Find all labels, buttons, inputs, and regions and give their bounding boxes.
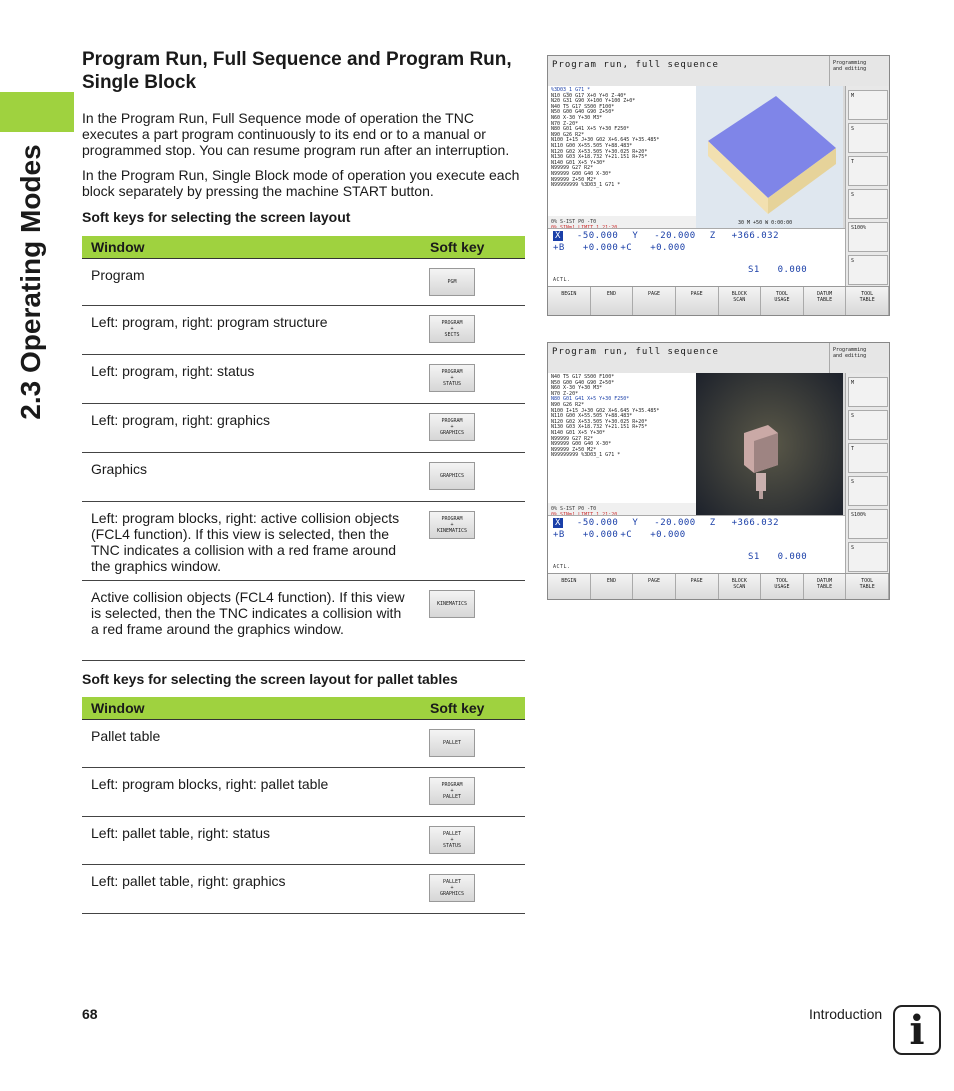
window-description: Left: pallet table, right: status: [82, 817, 421, 865]
status-area: 0% S-IST P0 -T0: [548, 503, 696, 531]
softkey-button[interactable]: PROGRAM + SECTS: [429, 315, 475, 343]
axis-value: -50.000: [576, 518, 619, 528]
side-title: 2.3 Operating Modes: [15, 144, 46, 420]
program-line: N80 G01 G41 X+5 Y+30 F250*: [551, 126, 630, 133]
axis-label: +B: [553, 530, 565, 540]
screen-softkey[interactable]: PAGE: [633, 574, 676, 600]
axis-value: +366.032: [731, 231, 779, 241]
screen-softkey[interactable]: BLOCK SCAN: [719, 574, 762, 600]
program-line: N90 G26 R2*: [551, 131, 585, 138]
table-row: [82, 453, 525, 502]
screen-title: Program run, full sequence: [548, 56, 829, 86]
window-description: Program: [82, 259, 421, 306]
program-line: N40 T5 G17 S500 F100*: [551, 103, 615, 110]
softkey-button[interactable]: PGM: [429, 268, 475, 296]
program-line: N60 X-30 Y+30 M3*: [551, 385, 603, 392]
program-line: N130 G03 X+18.732 Y+21.151 R+75*: [551, 154, 648, 161]
screen-softkey[interactable]: PAGE: [676, 287, 719, 315]
vertical-softkeys: [845, 86, 890, 286]
program-line: N20 G31 G90 X+100 Y+100 Z+0*: [551, 98, 636, 105]
program-listing: [548, 373, 696, 503]
program-line: N70 Z-20*: [551, 390, 579, 397]
screen-softkey[interactable]: PAGE: [633, 287, 676, 315]
program-line: N99999 G27 R2*: [551, 165, 594, 172]
softkey-button[interactable]: PROGRAM + GRAPHICS: [429, 413, 475, 441]
side-softkey[interactable]: S: [848, 255, 888, 285]
window-description: Left: program blocks, right: pallet table: [82, 768, 421, 817]
program-line: N110 G00 X+55.505 Y+88.483*: [551, 413, 633, 420]
program-line: N70 Z-20*: [551, 120, 579, 127]
table1-subtitle: Soft keys for selecting the screen layout: [82, 209, 351, 225]
window-description: Graphics: [82, 453, 421, 502]
program-line: N50 G00 G40 G90 Z+50*: [551, 379, 615, 386]
table-row: [82, 817, 525, 865]
softkey-row: [548, 573, 889, 600]
col-window: Window: [82, 236, 421, 259]
vertical-softkeys: [845, 373, 890, 573]
program-line: N120 G02 X+53.505 Y+30.025 R+20*: [551, 418, 648, 425]
side-softkey[interactable]: S: [848, 476, 888, 506]
spindle-readout: S1 0.000: [748, 265, 808, 275]
col-softkey: Soft key: [421, 697, 525, 720]
intro-paragraph-2: In the Program Run, Single Block mode of operation you execute each block separately by pressing the machine START button.: [82, 167, 520, 199]
intro-paragraph-1: In the Program Run, Full Sequence mode of operation the TNC executes a part program continuously to its end or to a manual or programmed stop. You can resume program run after an interruption.: [82, 110, 510, 158]
side-softkey[interactable]: T: [848, 156, 888, 186]
side-softkey[interactable]: S100%: [848, 222, 888, 252]
table-row: [82, 865, 525, 914]
tnc-screen-2: [547, 342, 890, 600]
axis-label: +C: [620, 243, 633, 253]
axis-label: Z: [709, 518, 716, 528]
screen-title: Program run, full sequence: [548, 343, 829, 373]
program-line: N99999 G00 G40 X-30*: [551, 170, 612, 177]
actl-label: ACTL.: [553, 277, 571, 283]
axis-value: +0.000: [582, 530, 619, 540]
table-row: [82, 306, 525, 355]
graphics-window: [696, 373, 843, 531]
program-line: N99999 G00 G40 X-30*: [551, 441, 612, 448]
screen-softkey[interactable]: PAGE: [676, 574, 719, 600]
actl-label: ACTL.: [553, 564, 571, 570]
softkey-table-layout: [82, 236, 525, 661]
table-row: [82, 581, 525, 661]
softkey-row: [548, 286, 889, 315]
side-softkey[interactable]: T: [848, 443, 888, 473]
axis-label: Z: [709, 231, 716, 241]
softkey-table-pallet: [82, 697, 525, 914]
col-softkey: Soft key: [421, 236, 525, 259]
side-softkey[interactable]: M: [848, 377, 888, 407]
screen-softkey[interactable]: DATUM TABLE: [804, 574, 847, 600]
program-line: N99999999 %3D03_1 G71 *: [551, 182, 621, 189]
program-line: N40 T5 G17 S500 F100*: [551, 374, 615, 380]
table-row: [82, 355, 525, 404]
col-window: Window: [82, 697, 421, 720]
table-row: [82, 720, 525, 768]
mode-button[interactable]: Programming and editing: [829, 56, 889, 86]
table-row: [82, 768, 525, 817]
softkey-button[interactable]: GRAPHICS: [429, 462, 475, 490]
program-listing: [548, 86, 696, 216]
spindle-readout: S1 0.000: [748, 552, 808, 562]
softkey-button[interactable]: PROGRAM + STATUS: [429, 364, 475, 392]
graph-overlay: 30 M +50 W 0:00:00: [738, 220, 793, 226]
program-line: N99999 G27 R2*: [551, 435, 594, 442]
axis-value: -50.000: [576, 231, 619, 241]
table-row: [82, 502, 525, 581]
program-line: N110 G00 X+55.505 Y+88.483*: [551, 142, 633, 149]
window-description: Pallet table: [82, 720, 421, 768]
page-heading: Program Run, Full Sequence and Program Run, Single Block: [82, 49, 512, 93]
table2-subtitle: Soft keys for selecting the screen layout for pallet tables: [82, 671, 458, 687]
info-icon: i: [893, 1005, 941, 1055]
table-row: [82, 259, 525, 306]
program-line: N90 G26 R2*: [551, 401, 585, 408]
screen-softkey[interactable]: TOOL USAGE: [761, 574, 804, 600]
axis-value: +0.000: [582, 243, 619, 253]
program-line: %3D03_1 G71 *: [551, 87, 591, 93]
side-softkey[interactable]: S: [848, 410, 888, 440]
screen-softkey[interactable]: END: [591, 574, 634, 600]
softkey-button[interactable]: PROGRAM + KINEMATICS: [429, 511, 475, 539]
mode-button[interactable]: Programming and editing: [829, 343, 889, 373]
program-line: N80 G01 G41 X+5 Y+30 F250*: [551, 396, 630, 403]
program-line: N100 I+15 J+30 G02 X+6.645 Y+35.485*: [551, 137, 660, 144]
window-description: Left: pallet table, right: graphics: [82, 865, 421, 914]
axis-value: +0.000: [650, 530, 686, 540]
window-description: Left: program blocks, right: active collision objects (FCL4 function). If this view is selected, then the TNC indicates a collision with a red frame around the graphics window.: [82, 502, 421, 581]
window-description: Left: program, right: status: [82, 355, 421, 404]
axis-label: +B: [553, 243, 565, 253]
window-description: Left: program, right: program structure: [82, 306, 421, 355]
softkey-button[interactable]: PALLET + GRAPHICS: [429, 874, 475, 902]
tnc-screen-1: [547, 55, 890, 316]
side-softkey[interactable]: S: [848, 542, 888, 572]
side-softkey[interactable]: S: [848, 189, 888, 219]
screen-softkey[interactable]: TOOL USAGE: [761, 287, 804, 315]
axis-value: -20.000: [654, 518, 696, 528]
program-line: N99999 Z+50 M2*: [551, 446, 597, 453]
axis-value: +0.000: [650, 243, 686, 253]
program-line: N99999 Z+50 M2*: [551, 176, 597, 183]
axis-label: Y: [632, 231, 639, 241]
screen-softkey[interactable]: TOOL TABLE: [846, 574, 889, 600]
softkey-button[interactable]: PALLET + STATUS: [429, 826, 475, 854]
screen-softkey[interactable]: DATUM TABLE: [804, 287, 847, 315]
side-softkey[interactable]: S: [848, 123, 888, 153]
position-display: [548, 228, 845, 287]
screen-softkey[interactable]: END: [591, 287, 634, 315]
axis-value: +366.032: [731, 518, 779, 528]
status-area: 0% S-IST P0 -T0: [548, 216, 696, 244]
side-softkey[interactable]: S100%: [848, 509, 888, 539]
window-description: Active collision objects (FCL4 function). If this view is selected, then the TNC indicates a collision with a red frame around the graphics window.: [82, 581, 421, 661]
screen-softkey[interactable]: BEGIN: [548, 574, 591, 600]
table-row: [82, 404, 525, 453]
axis-label: Y: [632, 518, 639, 528]
program-line: N100 I+15 J+30 G02 X+6.645 Y+35.485*: [551, 407, 660, 414]
program-line: N99999999 %3D03_1 G71 *: [551, 452, 621, 459]
screen-softkey[interactable]: BEGIN: [548, 287, 591, 315]
softkey-button[interactable]: KINEMATICS: [429, 590, 475, 618]
axis-label: +C: [620, 530, 633, 540]
program-line: N130 G03 X+18.732 Y+21.151 R+75*: [551, 424, 648, 431]
axis-label: X: [555, 231, 561, 241]
footer-section: Introduction: [809, 1006, 883, 1022]
position-display: [548, 515, 845, 574]
program-line: N10 G30 G17 X+0 Y+0 Z-40*: [551, 92, 627, 99]
window-description: Left: program, right: graphics: [82, 404, 421, 453]
side-softkey[interactable]: M: [848, 90, 888, 120]
program-line: N140 G01 X+5 Y+30*: [551, 159, 606, 166]
program-line: N120 G02 X+53.505 Y+30.025 R+20*: [551, 148, 648, 155]
program-line: N50 G00 G40 G90 Z+50*: [551, 109, 615, 116]
axis-value: -20.000: [654, 231, 696, 241]
page-number: 68: [82, 1006, 98, 1022]
screen-softkey[interactable]: TOOL TABLE: [846, 287, 889, 315]
program-line: N60 X-30 Y+30 M3*: [551, 114, 603, 121]
screen-softkey[interactable]: BLOCK SCAN: [719, 287, 762, 315]
softkey-button[interactable]: PALLET: [429, 729, 475, 757]
softkey-button[interactable]: PROGRAM + PALLET: [429, 777, 475, 805]
axis-label: X: [555, 518, 561, 528]
program-line: N140 G01 X+5 Y+30*: [551, 429, 606, 436]
